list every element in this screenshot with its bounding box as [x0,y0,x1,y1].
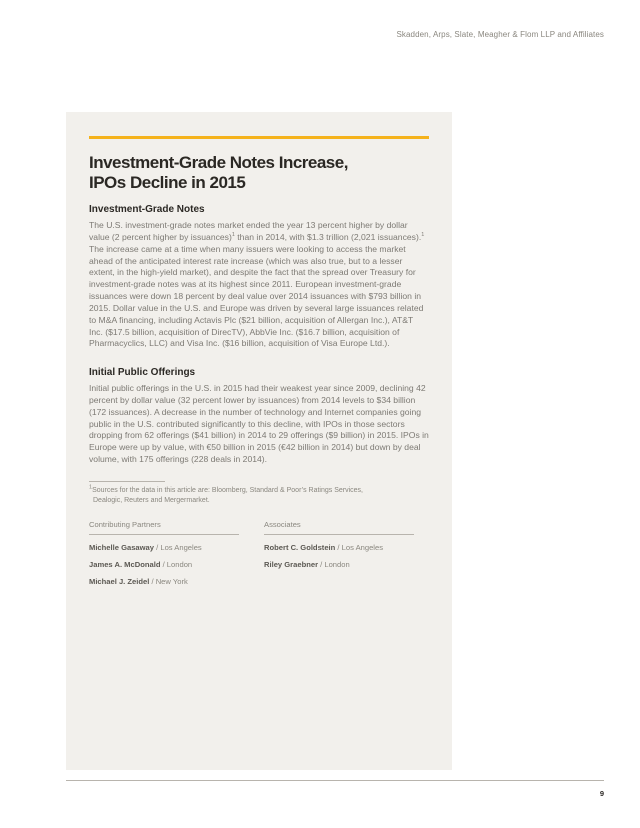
footnote-divider [89,481,165,482]
section-heading-investment-grade: Investment-Grade Notes [89,204,205,215]
body-part-3: The increase came at a time when many issuers were looking to access the market ahead of the anticipated interest rate increase (which was also true, but to a lesser extent, in the high-yield market), and despite the fact that the spread over Treasury for investment-grade notes was at its highest since 2011. European investment-grade issuances were down 18 percent by deal value over 2014 issuances with $793 billion in 2015. Dollar value in the U.S. and Europe was driven by several large issuances related to M&A financing, including Actavis Plc ($21 billion, acquisition of Allergan Inc.), AT&T Inc. ($17.5 billion, acquisition of DirecTV), AbbVie Inc. ($16.7 billion, acquisition of Pharmacyclics, LLC) and Visa Inc. ($16 billion, acquisition of Visa Europe Ltd.). [89,243,424,349]
person-location: / Los Angeles [335,543,384,552]
body-part-1: The U.S. investment-grade notes market ended the year 13 percent higher by dollar value (2 percent higher by issuances) [89,220,408,242]
person-name: James A. McDonald [89,560,161,569]
associates [264,520,414,577]
associate-entry [264,543,414,552]
person-location: / London [318,560,350,569]
footnote-ref: 1 [421,231,425,238]
person-location: / Los Angeles [154,543,202,552]
body-part-2: than in 2014, with $1.3 trillion (2,021 issuances). [234,231,422,242]
associate-entry [264,560,414,569]
partner-entry [89,560,239,569]
person-name: Riley Graebner [264,560,319,569]
footnote-ref: 1 [231,231,235,238]
section-body-investment-grade [89,220,429,350]
section-body-ipo: Initial public offerings in the U.S. in 2015 had their weakest year since 2009, declining 42 percent by dollar value (32 percent lower by issuances) from 2014 levels to $34 billion (172 issuances). A decrease in the number of technology and Internet companies going public in the U.S. contributed significantly to this decline, with IPOs in those sectors dropping from 62 offerings ($41 billion) in 2014 to 29 offerings ($9 billion) in 2015. IPOs in Europe were up by value, with €50 billion in 2015 (€42 billion in 2014) but down by deal volume, with 175 offerings (228 deals in 2014). [89,383,429,465]
title-line-1: Investment-Grade Notes Increase, [89,153,348,172]
person-name: Michael J. Zeidel [89,577,150,586]
person-location: / London [160,560,193,569]
footnote [89,486,409,506]
article-title [89,153,429,193]
person-name: Michelle Gasaway [89,543,155,552]
running-header: Skadden, Arps, Slate, Meagher & Flom LLP and Affiliates [396,30,604,39]
partner-entry [89,543,239,552]
footnote-line-2: Dealogic, Reuters and Mergermarket. [93,497,210,504]
associates-heading: Associates [264,520,414,535]
article-panel [66,112,452,770]
page-number: 9 [599,789,604,798]
footnote-line-1: Sources for the data in this article are: Bloomberg, Standard & Poor’s Ratings Services, [92,487,363,494]
accent-rule [89,136,429,139]
title-line-2: IPOs Decline in 2015 [89,173,246,192]
section-heading-ipo: Initial Public Offerings [89,367,196,378]
contributing-partners-heading: Contributing Partners [89,520,239,535]
footnote-marker: 1 [89,484,93,491]
contributing-partners [89,520,239,594]
person-location: / New York [149,577,188,586]
footer-divider [66,780,604,781]
partner-entry [89,577,239,586]
person-name: Robert C. Goldstein [264,543,336,552]
